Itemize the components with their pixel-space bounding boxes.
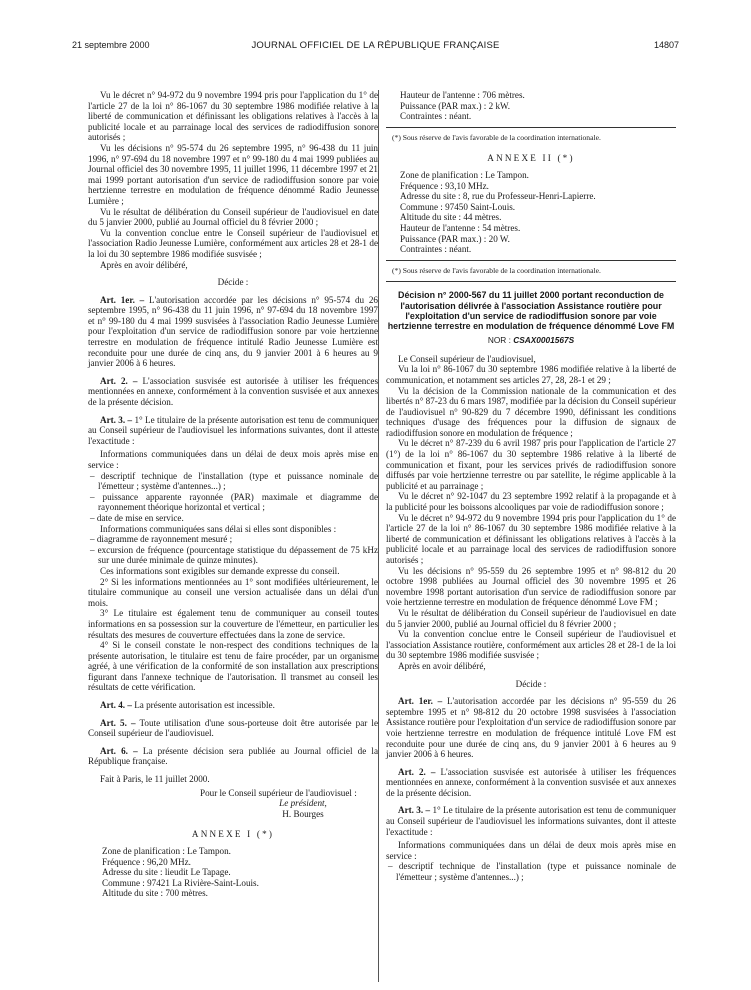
article-text: L'association susvisée est autorisée à utiliser les fréquences mentionnées en annexe, conformément à la convention susvisée et aux annexes de la présente décision.: [386, 766, 677, 798]
article-label: Art. 5. –: [100, 717, 136, 728]
article-label: Art. 4. –: [100, 700, 132, 711]
column-separator: [378, 90, 379, 982]
info-heading: Informations communiquées sans délai si elles sont disponibles :: [100, 523, 337, 534]
annexe-frequency: Fréquence : 93,10 MHz.: [400, 180, 489, 191]
right-column: [386, 90, 676, 883]
article-5: [88, 718, 378, 739]
list-item: – descriptif technique de l'installation (type et puissance nominale de l'émetteur ; système d'antennes...) ;: [388, 861, 676, 883]
article-text: L'autorisation accordée par les décisions n° 95-559 du 26 septembre 1995 et n° 98-812 du 20 octobre 1998 susvisées à l'association Assistance routière pour l'exploitation d'un service de radiodiffusion sonore par voie hertzienne terrestre en modulation de fréquence intitulé Love FM est reconduite pour une durée de cinq ans, du 9 janvier 2001 à 6 heures au 9 janvier 2006 à 6 heures.: [386, 696, 676, 760]
visa-paragraph: Vu les décisions n° 95-574 du 26 septembre 1995, n° 96-438 du 11 juin 1996, n° 97-694 du 18 novembre 1997 et n° 99-180 du 4 mai 1999 publiées au Journal officiel des 30 novembre 1995, 11 juillet 1996, 11 décembre 1997 et 21 mai 1999 portant autorisation d'un service de radiodiffusion sonore par voie hertzienne terrestre en modulation de fréquence dénommé Radio Jeunesse Lumière ;: [88, 142, 378, 206]
list-item: – descriptif technique de l'installation (type et puissance nominale de l'émetteur ; système d'antennes...) ;: [90, 470, 378, 492]
decision-title: Décision n° 2000-567 du 11 juillet 2000 portant reconduction de l'autorisation délivrée à l'association Assistance routière pour l'exploitation d'un service de radiodiffusion sonore par voie hertzienne terrestre en modulation de fréquence dénommé Love FM: [387, 290, 675, 331]
article-label: Art. 1er. –: [398, 696, 443, 707]
article-text: La présente décision sera publiée au Journal officiel de la République française.: [88, 745, 378, 767]
annexe-altitude: Altitude du site : 700 mètres.: [102, 888, 208, 899]
visa-paragraph: Vu le décret n° 94-972 du 9 novembre 1994 pris pour l'application du 1° de l'article 27 de la loi n° 86-1067 du 30 septembre 1986 modifiée relative à la liberté de communication et définissant les obligations relatives à l'accès à la publicité locale et au parrainage local des services de radiodiffusion sonore autorisés ;: [386, 512, 676, 565]
header-journal-title: JOURNAL OFFICIEL DE LA RÉPUBLIQUE FRANÇAISE: [251, 40, 500, 51]
signature-title: [88, 798, 378, 809]
decide-heading: Décide :: [515, 678, 547, 689]
signature-place-date: Fait à Paris, le 11 juillet 2000.: [100, 774, 210, 785]
article-text: La présente autorisation est incessible.: [134, 700, 275, 711]
visa-paragraph: Vu le résultat de délibération du Conseil supérieur de l'audiovisuel en date du 5 janvier 2000, publié au Journal officiel du 8 février 2000 ;: [386, 607, 676, 629]
nor-code: CSAX0001567S: [513, 335, 575, 346]
annexe-address: Adresse du site : lieudit Le Tapage.: [102, 867, 231, 878]
visa-paragraph: Vu les décisions n° 95-559 du 26 septembre 1995 et n° 98-812 du 20 octobre 1998 publiées au Journal officiel des 30 novembre 1995 et 26 novembre 1998 portant autorisation d'un service de radiodiffusion sonore par voie hertzienne terrestre en modulation de fréquence dénommé Love FM ;: [386, 565, 676, 608]
visa-paragraph: Vu la convention conclue entre le Conseil supérieur de l'audiovisuel et l'association Assistance routière, conformément aux articles 28 et 28-1 de la loi du 30 septembre 1986 modifiée susvisée ;: [386, 629, 676, 661]
article-2: [88, 376, 378, 408]
list-item: – puissance apparente rayonnée (PAR) maximale et diagramme de rayonnement théorique horizontal et vertical ;: [90, 491, 378, 513]
article-text: L'association susvisée est autorisée à utiliser les fréquences mentionnées en annexe, conformément à la convention susvisée et aux annexes de la présente décision.: [88, 375, 379, 408]
header-page-number: 14807: [653, 40, 679, 50]
divider: [386, 281, 676, 282]
list-item: – diagramme de rayonnement mesuré ;: [90, 534, 233, 545]
header-date: 21 septembre 2000: [72, 40, 150, 50]
signature-title-text: Le président,: [279, 798, 327, 809]
article-text: 1° Le titulaire de la présente autorisation est tenu de communiquer au Conseil supérieur de l'audiovisuel les informations suivantes, dont il atteste l'exactitude :: [88, 414, 378, 446]
annexe-power: Puissance (PAR max.) : 20 W.: [400, 233, 510, 244]
annexe-antenna-height: Hauteur de l'antenne : 54 mètres.: [400, 222, 521, 233]
article-label: Art. 2. –: [398, 766, 436, 777]
visa-paragraph: Vu la convention conclue entre le Conseil supérieur de l'audiovisuel et l'association Radio Jeunesse Lumière, conformément aux articles 28 et 28-1 de la loi du 30 septembre 1986 modifiée susvisée ;: [88, 227, 378, 259]
list-item: – excursion de fréquence (pourcentage statistique du dépassement de 75 kHz sur une durée minimale de quinze minutes).: [90, 544, 378, 566]
info-heading: Informations communiquées dans un délai de deux mois après mise en service :: [88, 449, 378, 470]
body-paragraph: 2° Si les informations mentionnées au 1° sont modifiées ultérieurement, le titulaire communique au conseil une version actualisée dans un délai d'un mois.: [88, 576, 378, 608]
article-text: L'autorisation accordée par les décisions n° 95-574 du 26 septembre 1995, n° 96-438 du 11 juin 1996, n° 97-694 du 18 novembre 1997 et n° 99-180 du 4 mai 1999 susvisées à l'association Radio Jeunesse Lumière pour l'exploitation d'un service de radiodiffusion sonore par voie hertzienne terrestre en modulation de fréquence intitulé Radio Jeunesse Lumière est reconduite pour une durée de cinq ans, du 9 janvier 2001 à 6 heures au 9 janvier 2006 à 6 heures.: [88, 294, 378, 369]
visa-paragraph: Vu la loi n° 86-1067 du 30 septembre 1986 modifiée relative à la liberté de communication, et notamment ses articles 27, 28, 28-1 et 29 ;: [386, 364, 676, 385]
article-label: Art. 1er. –: [100, 294, 145, 305]
article-4: [88, 700, 378, 711]
annexe-commune: Commune : 97450 Saint-Louis.: [400, 201, 516, 212]
deliberation-line: Après en avoir délibéré,: [100, 259, 188, 270]
body-paragraph: Ces informations sont exigibles sur demande expresse du conseil.: [100, 565, 340, 576]
signature-authority: Pour le Conseil supérieur de l'audiovisuel :: [200, 787, 357, 798]
nor-label: NOR :: [487, 335, 511, 346]
annexe-antenna-height: Hauteur de l'antenne : 706 mètres.: [400, 90, 525, 100]
page-header: [72, 40, 679, 54]
divider: [386, 260, 676, 261]
article-label: Art. 3. –: [398, 805, 431, 816]
body-paragraph: 4° Si le conseil constate le non-respect des conditions techniques de la présente autorisation, le titulaire est tenu de faire procéder, par un organisme agréé, à une vérification de la conformité de son installation aux prescriptions figurant dans l'annexe technique de l'autorisation. Il transmet au conseil les résultats de cette vérification.: [88, 640, 378, 693]
visa-paragraph: Vu le décret n° 94-972 du 9 novembre 1994 pris pour l'application du 1° de l'article 27 de la loi n° 86-1067 du 30 septembre 1986 modifiée relative à la liberté de communication et définissant les obligations relatives à l'accès à la publicité locale et au parrainage local des services de radiodiffusion sonore autorisés ;: [88, 90, 378, 143]
body-paragraph: 3° Le titulaire est également tenu de communiquer au conseil toutes informations en sa possession sur la couverture de l'émetteur, en particulier les résultats des mesures de couverture effectuées dans la zone de service.: [88, 608, 378, 640]
annexe-power: Puissance (PAR max.) : 2 kW.: [400, 100, 511, 111]
conseil-line: Le Conseil supérieur de l'audiovisuel,: [398, 353, 536, 364]
divider: [386, 127, 676, 128]
annexe-details: [88, 846, 378, 899]
footnote: (*) Sous réserve de l'avis favorable de la coordination internationale.: [392, 265, 601, 275]
article-label: Art. 2. –: [100, 375, 138, 386]
article-3: [386, 805, 676, 837]
annexe-zone: Zone de planification : Le Tampon.: [102, 846, 231, 856]
info-heading: Informations communiquées dans un délai de deux mois après mise en service :: [386, 840, 676, 861]
annexe-details: [386, 90, 676, 122]
annexe-heading: ANNEXE II (*): [487, 153, 575, 164]
article-6: [88, 746, 378, 767]
annexe-constraints: Contraintes : néant.: [400, 244, 472, 255]
nor-reference: [386, 335, 676, 346]
article-text: 1° Le titulaire de la présente autorisation est tenu de communiquer au Conseil supérieur de l'audiovisuel les informations suivantes, dont il atteste l'exactitude :: [386, 805, 676, 837]
article-1: [386, 696, 676, 760]
decide-heading: Décide :: [217, 277, 249, 288]
annexe-frequency: Fréquence : 96,20 MHz.: [102, 856, 191, 867]
article-1: [88, 295, 378, 369]
annexe-heading: ANNEXE I (*): [191, 829, 275, 840]
deliberation-line: Après en avoir délibéré,: [398, 660, 486, 671]
annexe-zone: Zone de planification : Le Tampon.: [400, 169, 529, 180]
annexe-address: Adresse du site : 8, rue du Professeur-Henri-Lapierre.: [400, 191, 596, 202]
article-3: [88, 415, 378, 447]
annexe-altitude: Altitude du site : 44 mètres.: [400, 212, 502, 223]
article-label: Art. 6. –: [100, 745, 138, 756]
article-label: Art. 3. –: [100, 414, 133, 425]
footnote: (*) Sous réserve de l'avis favorable de la coordination internationale.: [392, 132, 601, 142]
annexe-constraints: Contraintes : néant.: [400, 111, 472, 122]
article-text: Toute utilisation d'une sous-porteuse doit être autorisée par le Conseil supérieur de l'audiovisuel.: [88, 717, 378, 739]
visa-paragraph: Vu le décret n° 87-239 du 6 avril 1987 pris pour l'application de l'article 27 (1°) de la loi n° 86-1067 du 30 septembre 1986 relative à la liberté de communication et fixant, pour les services privés de radiodiffusion sonore diffusés par voie hertzienne terrestre ou par satellite, le régime applicable à la publicité et au parrainage ;: [386, 438, 676, 491]
visa-paragraph: Vu la décision de la Commission nationale de la communication et des libertés n° 87-23 du 6 mars 1987, modifiée par la décision du Conseil supérieur de l'audiovisuel n° 90-829 du 7 décembre 1990, définissant les conditions techniques d'usage des fréquences pour la diffusion de signaux de radiodiffusion sonore en modulation de fréquence ;: [386, 385, 677, 438]
visa-paragraph: Vu le résultat de délibération du Conseil supérieur de l'audiovisuel en date du 5 janvier 2000, publié au Journal officiel du 8 février 2000 ;: [88, 206, 378, 228]
left-column: [88, 90, 378, 899]
visa-paragraph: Vu le décret n° 92-1047 du 23 septembre 1992 relatif à la propagande et à la publicité pour les boissons alcooliques par voie de radiodiffusion sonore ;: [386, 491, 676, 513]
annexe-commune: Commune : 97421 La Rivière-Saint-Louis.: [102, 877, 259, 888]
list-item: – date de mise en service.: [90, 512, 184, 523]
signature-name: H. Bourges: [282, 808, 324, 819]
annexe-details: [386, 170, 676, 255]
article-2: [386, 767, 676, 799]
